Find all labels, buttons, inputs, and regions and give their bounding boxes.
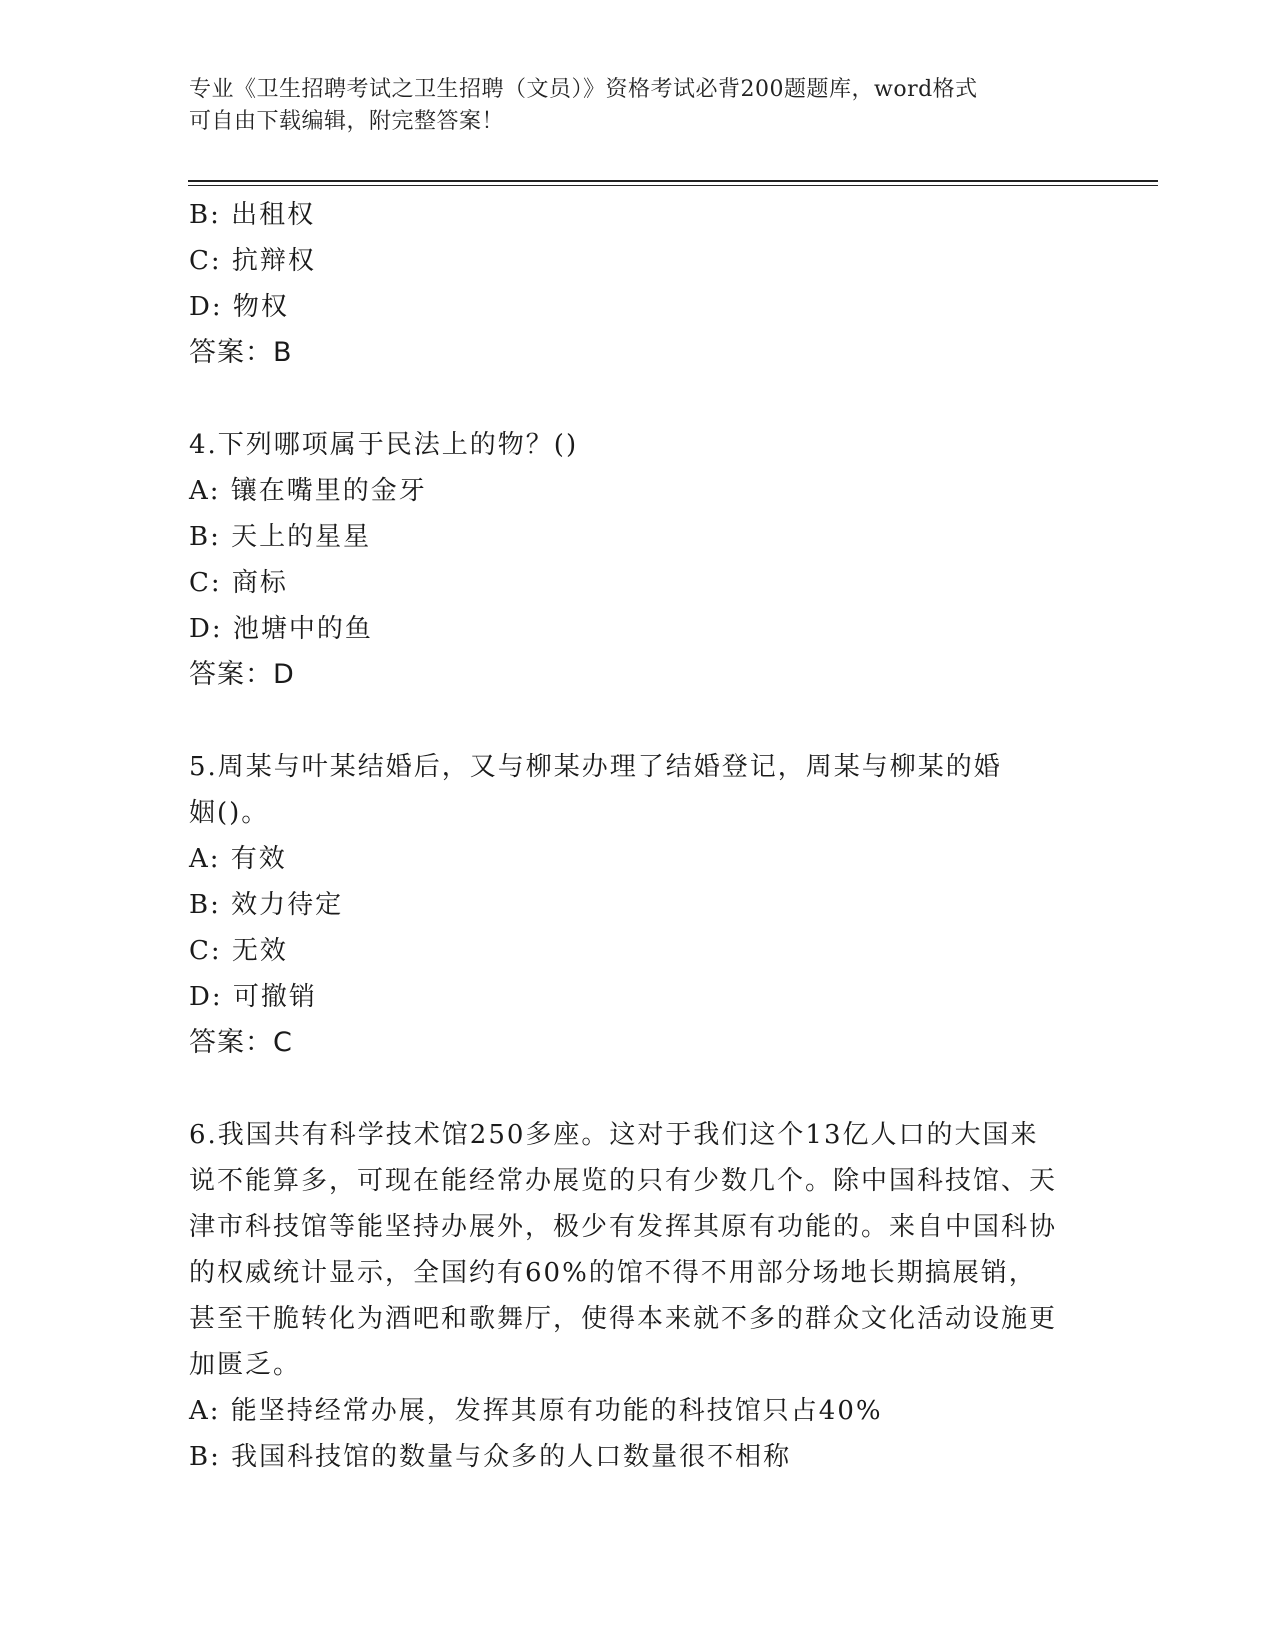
option-d: D: 池塘中的鱼	[189, 614, 373, 644]
option-c: C: 抗辩权	[189, 246, 316, 276]
answer-line: 答案：B	[189, 337, 293, 368]
answer-line: 答案：C	[189, 1027, 293, 1058]
option-b: B: 效力待定	[189, 890, 344, 920]
option-a: A: 镶在嘴里的金牙	[189, 476, 427, 506]
option-a: A: 有效	[189, 844, 287, 874]
option-d: D: 物权	[189, 292, 289, 322]
header-rule-thin	[188, 185, 1158, 186]
spacer	[189, 698, 1089, 744]
question-stem: 6.我国共有科学技术馆250多座。这对于我们这个13亿人口的大国来说不能算多，可现在能经常办展览的只有少数几个。除中国科技馆、天津市科技馆等能坚持办展外，极少有发挥其原有功能的。来自中国科协的权威统计显示，全国约有60%的馆不得不用部分场地长期搞展销，甚至干脆转化为酒吧和歌舞厅，使得本来就不多的群众文化活动设施更加匮乏。	[189, 1120, 1058, 1380]
option-b: B: 天上的星星	[189, 522, 372, 552]
spacer	[189, 1066, 1089, 1112]
question-content	[189, 192, 1089, 1480]
option-c: C: 商标	[189, 568, 288, 598]
spacer	[189, 376, 1089, 422]
option-b: B: 我国科技馆的数量与众多的人口数量很不相称	[189, 1442, 792, 1472]
question-stem: 4.下列哪项属于民法上的物？()	[189, 430, 579, 460]
option-a: A: 能坚持经常办展，发挥其原有功能的科技馆只占40%	[189, 1396, 883, 1426]
option-b: B: 出租权	[189, 200, 316, 230]
answer-line: 答案：D	[189, 659, 295, 690]
header-rule-thick	[188, 180, 1158, 182]
question-stem: 5.周某与叶某结婚后，又与柳某办理了结婚登记，周某与柳某的婚姻()。	[189, 752, 1002, 828]
option-d: D: 可撤销	[189, 982, 317, 1012]
document-header: 专业《卫生招聘考试之卫生招聘（文员）》资格考试必背200题题库，word格式 可自由下载编辑，附完整答案！	[189, 77, 978, 134]
option-c: C: 无效	[189, 936, 288, 966]
